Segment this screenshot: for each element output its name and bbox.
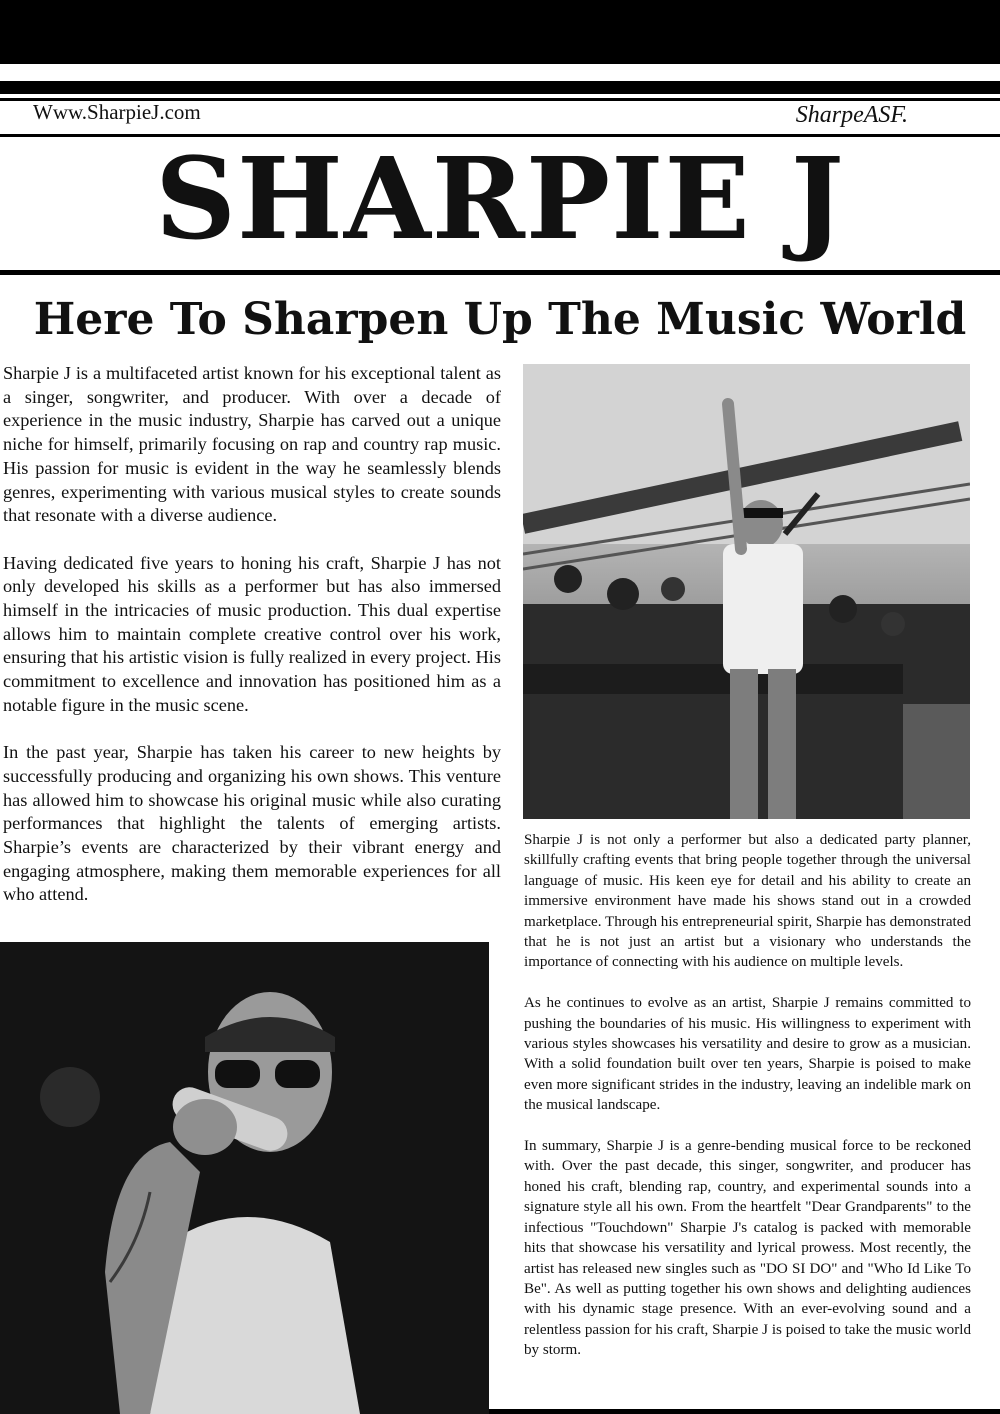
stage-performance-photo: [523, 364, 970, 819]
left-paragraph-2: Having dedicated five years to honing his craft, Sharpie J has not only developed his skills as a performer but has also immersed himself in the intricacies of music production. This dual expertise allows him to maintain complete creative control over his work, ensuring that his artistic vision is fully realized in every project. His commitment to excellence and innovation has positioned him as a notable figure in the music scene.: [3, 552, 501, 715]
header-rule-thick: [0, 81, 1000, 94]
bottom-rule: [489, 1409, 1000, 1414]
tagline: SharpeASF.: [795, 102, 908, 128]
right-paragraph-1: Sharpie J is not only a performer but also a dedicated party planner, skillfully crafting events that bring people together through the universal language of music. His keen eye for detail and his ability to create an immersive environment have made his shows stand out in a crowded marketplace. Through his entrepreneurial spirit, Sharpie has demonstrated that he is not just an artist but a visionary who understands the importance of connecting with his audience on multiple levels.: [524, 832, 971, 971]
stage-performance-illustration: [523, 364, 970, 819]
top-black-bar: [0, 0, 1000, 64]
right-column: [524, 830, 971, 1381]
website-url: Www.SharpieJ.com: [33, 100, 201, 124]
masthead-title: SHARPIE J: [155, 134, 845, 265]
closeup-microphone-photo: [0, 942, 489, 1414]
left-paragraph-3: In the past year, Sharpie has taken his career to new heights by successfully producing and organizing his own shows. This venture has allowed him to showcase his original music while also curating performances that highlight the talents of emerging artists. Sharpie’s events are characterized by their vibrant energy and engaging atmosphere, making them memorable experiences for all who attend.: [3, 742, 501, 905]
left-column: [3, 362, 501, 931]
left-paragraph-1: Sharpie J is a multifaceted artist known for his exceptional talent as a singer, songwriter, and producer. With over a decade of experience in the music industry, Sharpie has carved out a unique niche for himself, primarily focusing on rap and country rap music. His passion for music is evident in the way he seamlessly blends genres, experimenting with various musical styles to create sounds that resonate with a diverse audience.: [3, 363, 501, 526]
right-paragraph-3: In summary, Sharpie J is a genre-bending musical force to be reckoned with. Over the past decade, this singer, songwriter, and producer has honed his craft, blending rap, country, and experimental sounds into a signature style all his own. From the heartfelt "Dear Grandparents" to the infectious "Touchdown" Sharpie J's catalog is packed with memorable hits that showcase his versatility and lyrical prowess. Most recently, the artist has released new singles such as "DO SI DO" and "Who Id Like To Be". As well as putting together his own shows and delighting audiences with his dynamic stage presence. With an ever-evolving sound and a relentless passion for his craft, Sharpie J is poised to take the music world by storm.: [524, 1138, 971, 1359]
article-headline: Here To Sharpen Up The Music World: [33, 294, 967, 345]
right-paragraph-2: As he continues to evolve as an artist, Sharpie J remains committed to pushing the boundaries of his music. His willingness to experiment with various styles showcases his versatility and desire to grow as a musician. With a solid foundation built over ten years, Sharpie is poised to make even more significant strides in the industry, leaving an indelible mark on the musical landscape.: [524, 995, 971, 1114]
closeup-microphone-illustration: [0, 942, 489, 1414]
masthead-bottom-rule: [0, 270, 1000, 275]
